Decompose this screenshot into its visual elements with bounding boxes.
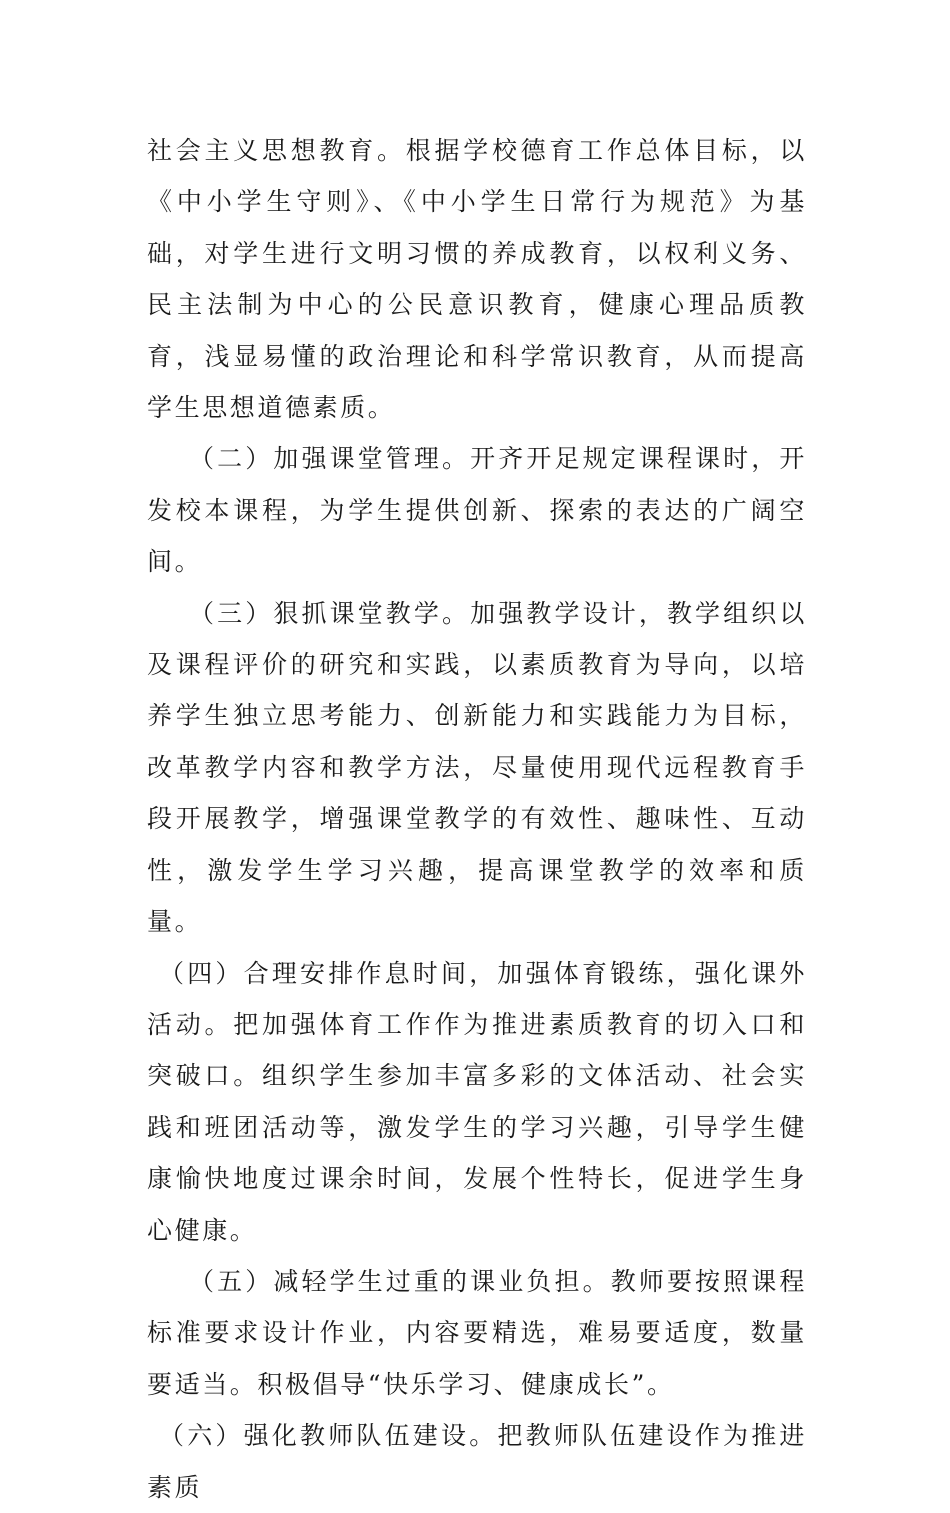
paragraph-teacher-team: （六）强化教师队伍建设。把教师队伍建设作为推进素质 <box>147 1421 807 1502</box>
paragraph-classroom-management: （二）加强课堂管理。开齐开足规定课程课时，开发校本课程，为学生提供创新、探索的表达的广阔空间。 <box>147 444 807 577</box>
paragraph-schedule-activities: （四）合理安排作息时间，加强体育锻练，强化课外活动。把加强体育工作作为推进素质教育的切入口和突破口。组织学生参加丰富多彩的文体活动、社会实践和班团活动等，激发学生的学习兴趣，引导学生健康愉快地度过课余时间，发展个性特长，促进学生身心健康。 <box>147 958 807 1245</box>
document-body <box>147 125 807 1513</box>
paragraph-reduce-burden: （五）减轻学生过重的课业负担。教师要按照课程标准要求设计作业，内容要精选，难易要适度，数量要适当。积极倡导“快乐学习、健康成长”。 <box>147 1266 807 1399</box>
paragraph-classroom-teaching: （三）狠抓课堂教学。加强教学设计，教学组织以及课程评价的研究和实践，以素质教育为导向，以培养学生独立思考能力、创新能力和实践能力为目标，改革教学内容和教学方法，尽量使用现代远程教育手段开展教学，增强课堂教学的有效性、趣味性、互动性，激发学生学习兴趣，提高课堂教学的效率和质量。 <box>147 598 807 937</box>
paragraph-moral-education: 社会主义思想教育。根据学校德育工作总体目标，以《中小学生守则》、《中小学生日常行为规范》为基础，对学生进行文明习惯的养成教育，以权利义务、民主法制为中心的公民意识教育，健康心理品质教育，浅显易懂的政治理论和科学常识教育，从而提高学生思想道德素质。 <box>147 136 807 423</box>
